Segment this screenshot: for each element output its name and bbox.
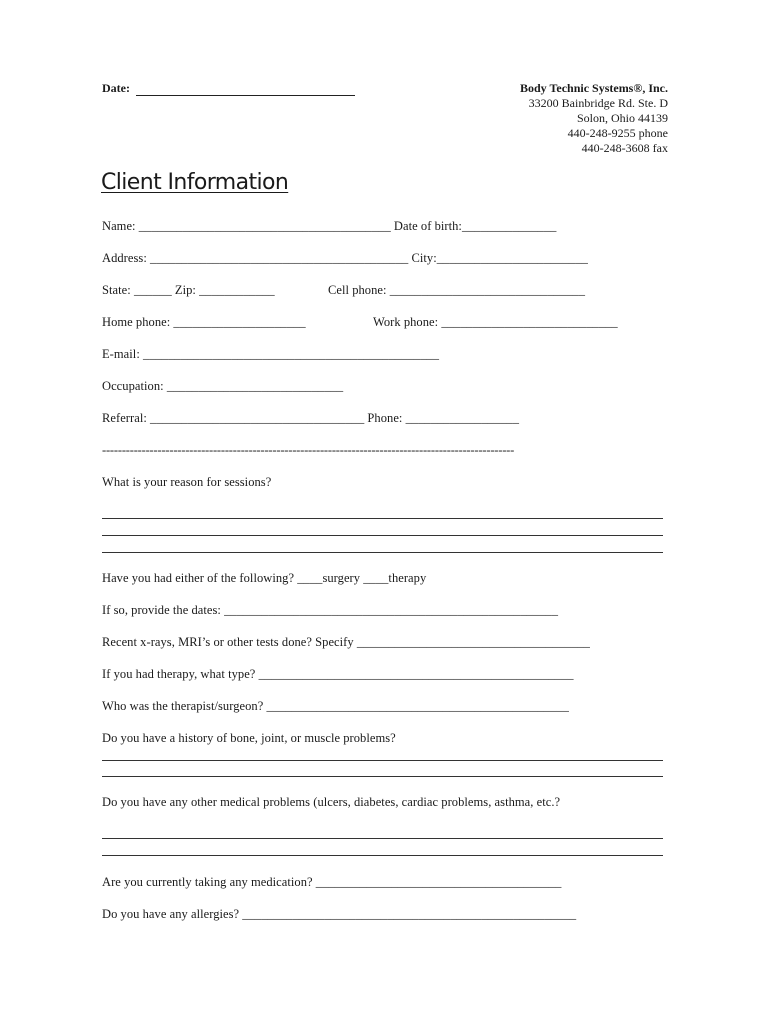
company-name: Body Technic Systems®, Inc. xyxy=(520,81,668,95)
company-address-line2: Solon, Ohio 44139 xyxy=(576,111,668,125)
company-address-line1: 33200 Bainbridge Rd. Ste. D xyxy=(528,96,668,110)
name-dob-line[interactable]: Name: ________________________________________ Date of birth:_______________ xyxy=(102,219,557,233)
page-title: Client Information xyxy=(101,170,289,195)
other-medical-answer-line-2[interactable] xyxy=(102,855,663,856)
recent-tests-line[interactable]: Recent x-rays, MRI’s or other tests done? Specify _____________________________________ xyxy=(102,635,590,649)
cell-phone-line[interactable]: Cell phone: _______________________________ xyxy=(328,283,586,297)
history-answer-line-1[interactable] xyxy=(102,760,663,761)
address-city-line[interactable]: Address: _________________________________________ City:________________________ xyxy=(102,251,588,265)
history-answer-line-2[interactable] xyxy=(102,776,663,777)
reason-question: What is your reason for sessions? xyxy=(102,475,272,489)
other-medical-answer-line-1[interactable] xyxy=(102,838,663,839)
therapy-type-line[interactable]: If you had therapy, what type? __________________________________________________ xyxy=(102,667,574,681)
date-label: Date: xyxy=(102,81,130,95)
home-phone-line[interactable]: Home phone: _____________________ xyxy=(102,315,306,329)
reason-answer-line-2[interactable] xyxy=(102,535,663,536)
date-field[interactable] xyxy=(136,95,355,96)
had-following-line[interactable]: Have you had either of the following? ____surgery ____therapy xyxy=(102,571,427,585)
therapist-surgeon-line[interactable]: Who was the therapist/surgeon? ________________________________________________ xyxy=(102,699,569,713)
occupation-line[interactable]: Occupation: ____________________________ xyxy=(102,379,344,393)
company-phone: 440-248-9255 phone xyxy=(567,126,668,140)
reason-answer-line-1[interactable] xyxy=(102,518,663,519)
provide-dates-line[interactable]: If so, provide the dates: _____________________________________________________ xyxy=(102,603,558,617)
history-bone-question: Do you have a history of bone, joint, or muscle problems? xyxy=(102,731,396,745)
section-separator: -------------------------------------------------------------------------------------------------------- xyxy=(102,443,515,457)
email-line[interactable]: E-mail: _______________________________________________ xyxy=(102,347,440,361)
company-fax: 440-248-3608 fax xyxy=(581,141,668,155)
work-phone-line[interactable]: Work phone: ____________________________ xyxy=(373,315,618,329)
allergies-line[interactable]: Do you have any allergies? _____________________________________________________ xyxy=(102,907,577,921)
company-block xyxy=(520,81,668,156)
reason-answer-line-3[interactable] xyxy=(102,552,663,553)
referral-phone-line[interactable]: Referral: __________________________________ Phone: __________________ xyxy=(102,411,520,425)
other-medical-question: Do you have any other medical problems (ulcers, diabetes, cardiac problems, asthma, etc.? xyxy=(102,795,561,809)
state-zip-line[interactable]: State: ______ Zip: ____________ xyxy=(102,283,275,297)
medication-line[interactable]: Are you currently taking any medication? _______________________________________ xyxy=(102,875,562,889)
